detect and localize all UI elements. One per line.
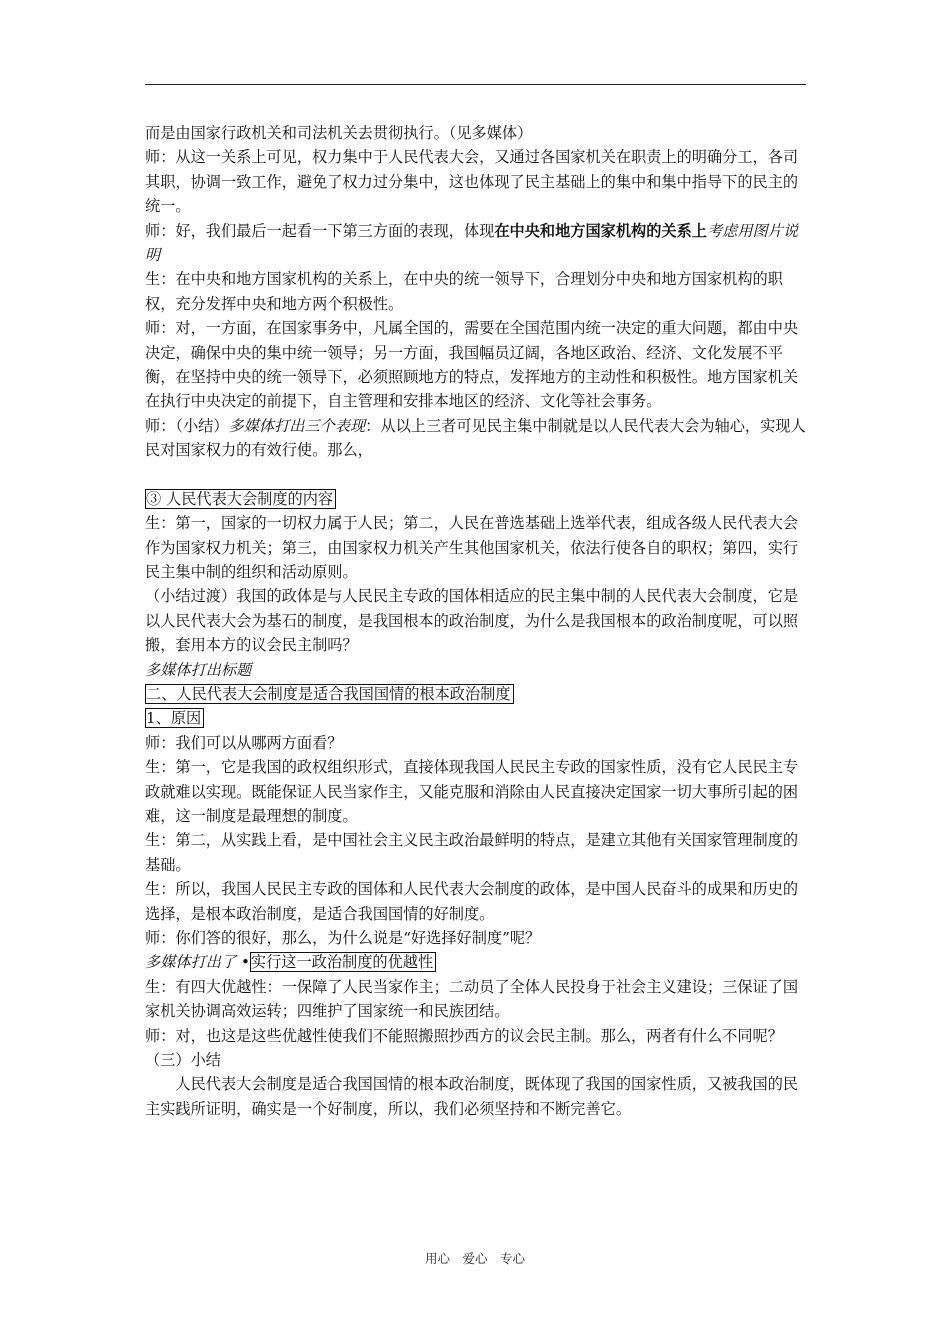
paragraph: 生：第一，它是我国的政权组织形式，直接体现我国人民民主专政的国家性质，没有它人民民主专政就难以实现。既能保证人民当家作主，又能克服和消除由人民直接决定国家一切大事所引起的困难，这一制度是最理想的制度。 [145,758,799,825]
paragraph: （小结过渡）我国的政体是与人民民主专政的国体相适应的民主集中制的人民代表大会制度，它是以人民代表大会为基石的制度，是我国根本的政治制度，为什么是我国根本的政治制度呢，可以照搬，套用本方的议会民主制吗？ [145,587,799,655]
page-footer: 用心 爱心 专心 [424,1251,525,1266]
section-heading [145,706,813,730]
boxed-heading: 实行这一政治制度的优越性 [250,952,436,972]
text-run: 师：（小结） [145,416,229,435]
italic-note: 考虑用图片说明 [145,221,799,265]
paragraph [145,950,813,974]
paragraph [145,219,813,268]
header-rule [145,84,806,85]
paragraph: 生：所以，我国人民民主专政的国体和人民代表大会制度的政体，是中国人民奋斗的成果和历史的选择，是根本政治制度，是适合我国国情的好制度。 [145,880,799,923]
paragraph: 生：在中央和地方国家机构的关系上，在中央的统一领导下，合理划分中央和地方国家机构的职权，充分发挥中央和地方两个积极性。 [145,270,783,313]
paragraph: 而是由国家行政机关和司法机关去贯彻执行。（见多媒体） [145,124,533,142]
paragraph: 师：你们答的很好，那么，为什么说是“好选择好制度”呢？ [145,929,541,947]
paragraph: 生：第一，国家的一切权力属于人民；第二，人民在普选基础上选举代表，组成各级人民代表大会作为国家权力机关；第三，由国家权力机关产生其他国家机关，依法行使各自的职权；第四，实行民主集中制的组织和活动原则。 [145,514,799,581]
paragraph: 人民代表大会制度是适合我国国情的根本政治制度，既体现了我国的国家性质，又被我国的民主实践所证明，确实是一个好制度，所以，我们必须坚持和不断完善它。 [145,1075,799,1118]
paragraph: 师：对，一方面，在国家事务中，凡属全国的，需要在全国范围内统一决定的重大问题，都由中央决定，确保中央的集中统一领导；另一方面，我国幅员辽阔，各地区政治、经济、文化发展不平衡，在坚持中央的统一领导下，必须照顾地方的特点，发挥地方的主动性和积极性。地方国家机关在执行中央决定的前提下，自主管理和安排本地区的经济、文化等社会事务。 [145,319,799,411]
italic-note: 多媒体打出三个表现 [228,416,366,435]
text-run: ：从以上三者可见民主集中制就是以人民代表大会为轴心，实现人民对国家权力的有效行使。那么， [145,416,806,460]
blank-line [145,463,813,487]
section-heading [145,682,813,706]
paragraph: 生：第二，从实践上看，是中国社会主义民主政治最鲜明的特点，是建立其他有关国家管理制度的基础。 [145,831,799,874]
paragraph: 师：我们可以从哪两方面看？ [145,733,343,752]
italic-note: 多媒体打出了 • [145,953,250,972]
boxed-heading: 二、人民代表大会制度是适合我国国情的根本政治制度 [145,684,514,704]
boxed-heading: 1、原因 [145,708,204,728]
paragraph: （三）小结 [145,1051,221,1070]
paragraph [145,414,813,463]
text-run: 师：好，我们最后一起看一下第三方面的表现，体现 [145,221,495,240]
paragraph: 师：从这一关系上可见，权力集中于人民代表大会，又通过各国家机关在职责上的明确分工，各司其职，协调一致工作，避免了权力过分集中，这也体现了民主基础上的集中和集中指导下的民主的统一。 [145,148,799,216]
bold-text: 在中央和地方国家机构的关系上 [494,221,707,240]
italic-note: 多媒体打出标题 [145,660,252,679]
section-heading [145,487,813,511]
boxed-heading: ③ 人民代表大会制度的内容 [145,489,336,509]
paragraph: 师：对，也这是这些优越性使我们不能照搬照抄西方的议会民主制。那么，两者有什么不同呢？ [145,1026,783,1045]
paragraph: 生：有四大优越性：一保障了人民当家作主；二动员了全体人民投身于社会主义建设；三保证了国家机关协调高效运转；四维护了国家统一和民族团结。 [145,977,799,1021]
document-body [145,121,813,1121]
